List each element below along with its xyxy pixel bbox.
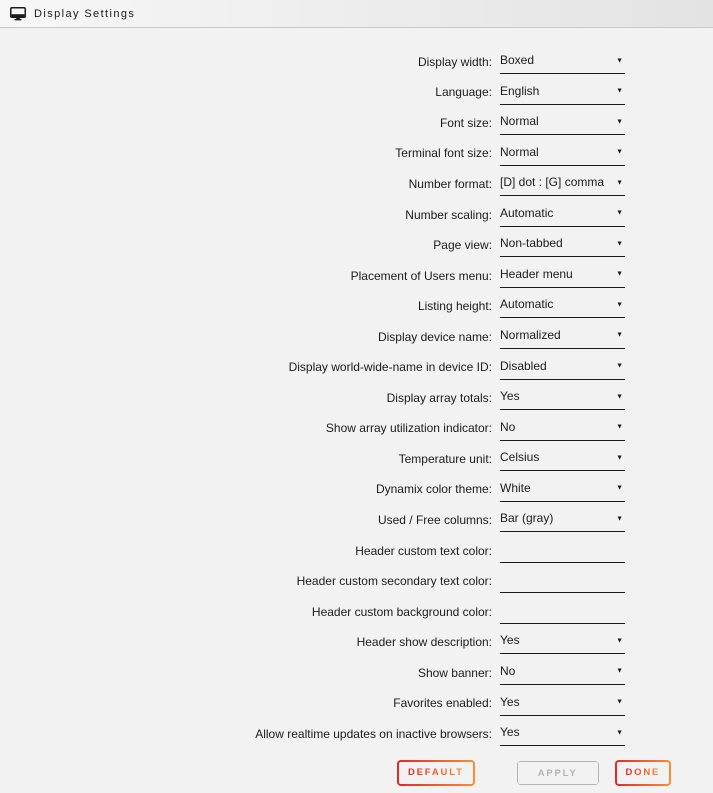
setting-select[interactable] [500, 48, 625, 74]
chevron-down-icon: ▼ [616, 515, 623, 523]
title-bar [0, 0, 713, 28]
select-value: Non-tabbed [500, 236, 563, 251]
setting-select[interactable] [500, 720, 625, 746]
row-label: Display width: [417, 54, 492, 69]
row-label: Placement of Users menu: [350, 268, 492, 283]
setting-select[interactable] [500, 354, 625, 380]
chevron-down-icon: ▼ [616, 270, 623, 278]
row-label: Show array utilization indicator: [325, 421, 492, 436]
select-value: Normal [500, 114, 539, 129]
form-row [0, 47, 713, 78]
select-value: White [500, 480, 531, 495]
chevron-down-icon: ▼ [616, 209, 623, 217]
chevron-down-icon: ▼ [616, 729, 623, 737]
form-row [0, 627, 713, 658]
select-value: Celsius [500, 450, 540, 465]
setting-select[interactable] [500, 628, 625, 654]
setting-select[interactable] [500, 415, 625, 441]
select-value: Disabled [500, 358, 547, 373]
setting-select[interactable] [500, 292, 625, 318]
select-value: Yes [500, 389, 520, 404]
chevron-down-icon: ▼ [616, 423, 623, 431]
row-label: Dynamix color theme: [375, 482, 492, 497]
row-label: Terminal font size: [395, 146, 492, 161]
form-row [0, 199, 713, 230]
select-value: Normal [500, 144, 539, 159]
form-row [0, 321, 713, 352]
setting-select[interactable] [500, 170, 625, 196]
select-value: No [500, 663, 516, 678]
monitor-icon [10, 7, 26, 21]
form-row [0, 230, 713, 261]
form-row [0, 108, 713, 139]
setting-select[interactable] [500, 201, 625, 227]
form-row [0, 505, 713, 536]
chevron-down-icon: ▼ [616, 240, 623, 248]
setting-select[interactable] [500, 506, 625, 532]
chevron-down-icon: ▼ [616, 301, 623, 309]
page-title: Display Settings [34, 7, 136, 20]
chevron-down-icon: ▼ [616, 484, 623, 492]
select-value: No [500, 419, 516, 434]
setting-select[interactable] [500, 140, 625, 166]
setting-select[interactable] [500, 231, 625, 257]
default-button[interactable] [397, 760, 475, 786]
text-input[interactable] [500, 567, 625, 593]
row-label: Allow realtime updates on inactive browsers: [255, 726, 492, 741]
form-row [0, 444, 713, 475]
row-label: Favorites enabled: [393, 696, 492, 711]
select-value: Yes [500, 725, 520, 740]
select-value: Yes [500, 633, 520, 648]
row-label: Header custom secondary text color: [296, 574, 492, 589]
text-input[interactable] [500, 537, 625, 563]
row-label: Language: [435, 85, 492, 100]
form-row [0, 169, 713, 200]
form-row [0, 474, 713, 505]
setting-select[interactable] [500, 109, 625, 135]
done-button[interactable] [615, 760, 672, 786]
form-row [0, 260, 713, 291]
form-row [0, 657, 713, 688]
done-button-label: DONE [625, 767, 661, 779]
row-label: Header custom background color: [311, 604, 492, 619]
chevron-down-icon: ▼ [616, 698, 623, 706]
select-value: Normalized [500, 327, 561, 342]
chevron-down-icon: ▼ [616, 118, 623, 126]
setting-select[interactable] [500, 262, 625, 288]
setting-select[interactable] [500, 79, 625, 105]
row-label: Page view: [433, 238, 492, 253]
setting-select[interactable] [500, 384, 625, 410]
select-value: Yes [500, 694, 520, 709]
select-value: Automatic [500, 205, 554, 220]
chevron-down-icon: ▼ [616, 179, 623, 187]
row-label: Display array totals: [386, 390, 492, 405]
row-label: Show banner: [417, 665, 492, 680]
form-row [0, 383, 713, 414]
row-label: Number format: [408, 176, 492, 191]
form-row [0, 688, 713, 719]
row-label: Font size: [439, 115, 492, 130]
settings-form [0, 28, 713, 749]
select-value: Header menu [500, 266, 573, 281]
default-button-label: DEFAULT [408, 767, 464, 779]
setting-select[interactable] [500, 445, 625, 471]
row-label: Temperature unit: [398, 451, 492, 466]
chevron-down-icon: ▼ [616, 362, 623, 370]
form-row [0, 596, 713, 627]
row-label: Listing height: [417, 299, 492, 314]
setting-select[interactable] [500, 323, 625, 349]
select-value: English [500, 83, 540, 98]
form-row [0, 291, 713, 322]
form-row [0, 535, 713, 566]
select-value: Boxed [500, 53, 535, 68]
form-row [0, 138, 713, 169]
chevron-down-icon: ▼ [616, 454, 623, 462]
row-label: Display world-wide-name in device ID: [288, 360, 492, 375]
chevron-down-icon: ▼ [616, 637, 623, 645]
form-row [0, 352, 713, 383]
setting-select[interactable] [500, 659, 625, 685]
form-row [0, 566, 713, 597]
row-label: Number scaling: [405, 207, 492, 222]
chevron-down-icon: ▼ [616, 667, 623, 675]
row-label: Used / Free columns: [377, 512, 492, 527]
chevron-down-icon: ▼ [616, 87, 623, 95]
select-value: [D] dot : [G] comma [500, 175, 605, 190]
chevron-down-icon: ▼ [616, 331, 623, 339]
select-value: Bar (gray) [500, 511, 554, 526]
row-label: Header show description: [356, 635, 492, 650]
form-row [0, 77, 713, 108]
chevron-down-icon: ▼ [616, 148, 623, 156]
apply-button[interactable] [517, 761, 599, 785]
setting-select[interactable] [500, 476, 625, 502]
form-row [0, 413, 713, 444]
chevron-down-icon: ▼ [616, 393, 623, 401]
select-value: Automatic [500, 297, 554, 312]
setting-select[interactable] [500, 690, 625, 716]
chevron-down-icon: ▼ [616, 57, 623, 65]
row-label: Header custom text color: [355, 543, 492, 558]
button-row [397, 760, 713, 786]
row-label: Display device name: [377, 329, 492, 344]
apply-button-label: APPLY [528, 767, 588, 780]
text-input[interactable] [500, 598, 625, 624]
form-row [0, 719, 713, 750]
